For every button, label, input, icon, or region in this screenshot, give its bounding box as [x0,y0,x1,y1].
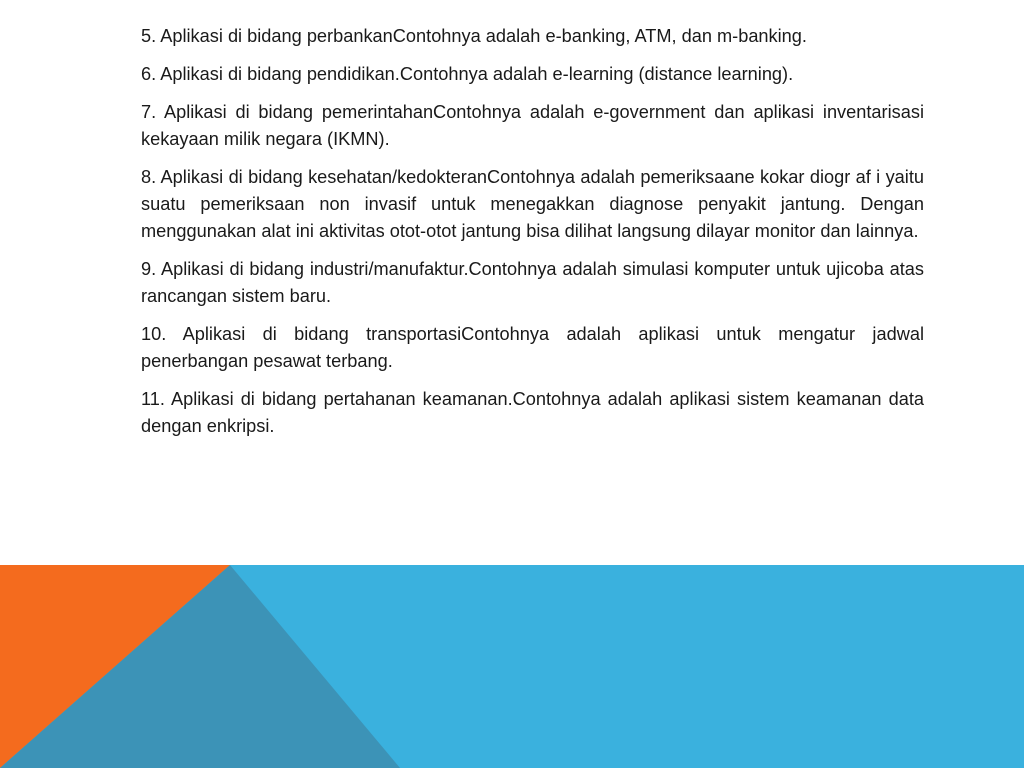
paragraph-item-11: 11. Aplikasi di bidang pertahanan keamanan.Contohnya adalah aplikasi sistem keamanan data dengan enkripsi. [141,389,924,436]
paragraph-item-10: 10. Aplikasi di bidang transportasiContohnya adalah aplikasi untuk mengatur jadwal penerbangan pesawat terbang. [141,324,924,371]
paragraph-item-9: 9. Aplikasi di bidang industri/manufaktur.Contohnya adalah simulasi komputer untuk ujicoba atas rancangan sistem baru. [141,259,924,306]
decorative-footer-shapes [0,565,1024,768]
paragraph-item-5: 5. Aplikasi di bidang perbankanContohnya adalah e-banking, ATM, dan m-banking. [141,26,807,46]
paragraph-item-6: 6. Aplikasi di bidang pendidikan.Contohnya adalah e-learning (distance learning). [141,64,794,84]
paragraph-item-7: 7. Aplikasi di bidang pemerintahanContohnya adalah e-government dan aplikasi inventarisasi kekayaan milik negara (IKMN). [141,102,924,149]
slide-body-text [141,23,924,451]
paragraph-item-8: 8. Aplikasi di bidang kesehatan/kedokteranContohnya adalah pemeriksaane kokar diogr af i yaitu suatu pemeriksaan non invasif untuk menegakkan diagnose penyakit jantung. Dengan menggunakan alat ini aktivitas otot-otot jantung bisa dilihat langsung dilayar monitor dan lainnya. [141,167,924,241]
